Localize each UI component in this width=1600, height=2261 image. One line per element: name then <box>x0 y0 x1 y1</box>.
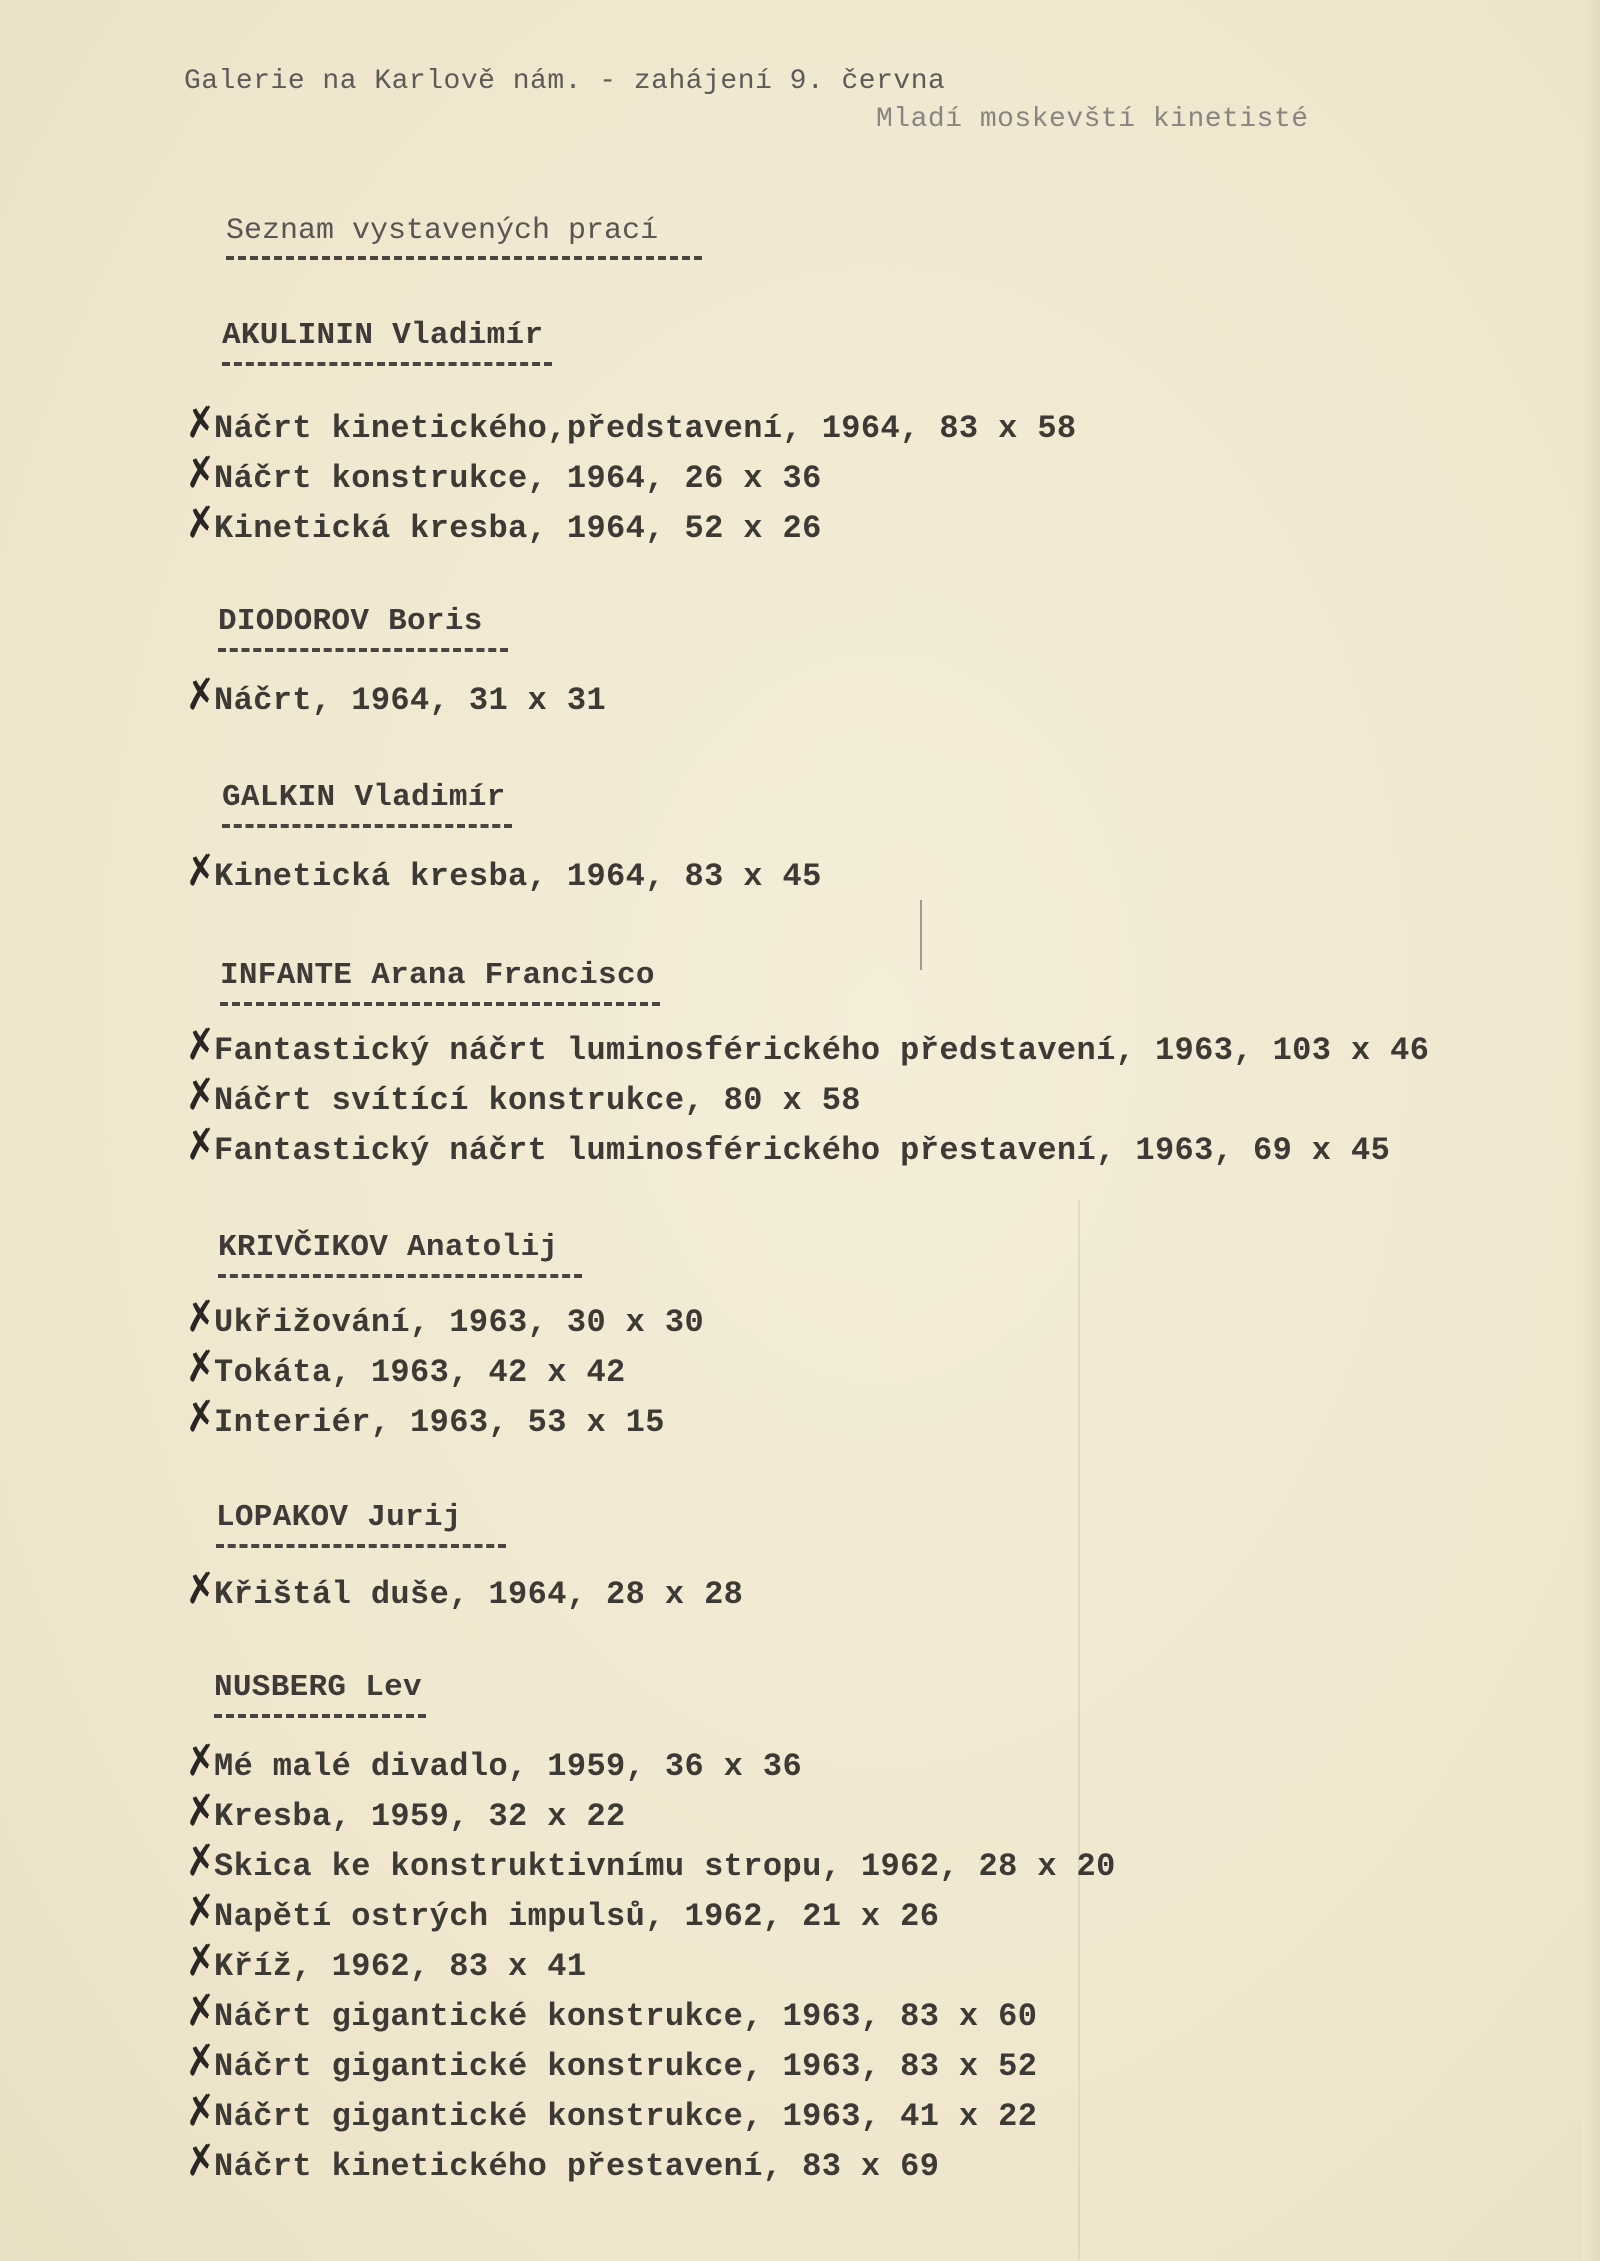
handwritten-check-mark: ✗ <box>180 1985 221 2037</box>
gallery-opening-line: Galerie na Karlově nám. - zahájení 9. června <box>184 66 946 97</box>
artwork-entry: Skica ke konstruktivnímu stropu, 1962, 28 x 20 <box>214 1848 1116 1885</box>
handwritten-check-mark: ✗ <box>180 1885 221 1937</box>
artwork-entry: Náčrt kinetického,představení, 1964, 83 x 58 <box>214 410 1077 447</box>
handwritten-check-mark: ✗ <box>180 1785 221 1837</box>
artist-name: NUSBERG Lev <box>214 1670 422 1705</box>
artist-name: DIODOROV Boris <box>218 604 483 639</box>
artwork-entry: Náčrt gigantické konstrukce, 1963, 83 x 60 <box>214 1998 1038 2035</box>
handwritten-check-mark: ✗ <box>180 1563 221 1615</box>
artwork-entry: Náčrt konstrukce, 1964, 26 x 36 <box>214 460 822 497</box>
artist-name: AKULININ Vladimír <box>222 318 544 353</box>
list-title-underline <box>226 256 702 260</box>
handwritten-check-mark: ✗ <box>180 1735 221 1787</box>
artist-underline <box>222 824 512 828</box>
artwork-entry: Náčrt kinetického přestavení, 83 x 69 <box>214 2148 940 2185</box>
list-title: Seznam vystavených prací <box>226 214 659 248</box>
pencil-stroke <box>920 900 922 970</box>
handwritten-check-mark: ✗ <box>180 1119 221 1171</box>
artwork-entry: Tokáta, 1963, 42 x 42 <box>214 1354 626 1391</box>
artwork-entry: Náčrt gigantické konstrukce, 1963, 41 x 22 <box>214 2098 1038 2135</box>
artwork-entry: Náčrt gigantické konstrukce, 1963, 83 x 52 <box>214 2048 1038 2085</box>
handwritten-check-mark: ✗ <box>180 2085 221 2137</box>
artist-name: KRIVČIKOV Anatolij <box>218 1230 559 1265</box>
artist-name: GALKIN Vladimír <box>222 780 506 815</box>
handwritten-check-mark: ✗ <box>180 1291 221 1343</box>
artwork-entry: Náčrt, 1964, 31 x 31 <box>214 682 607 719</box>
artist-name: INFANTE Arana Francisco <box>220 958 655 993</box>
artwork-entry: Fantastický náčrt luminosférického přestavení, 1963, 69 x 45 <box>214 1132 1391 1169</box>
artwork-entry: Křištál duše, 1964, 28 x 28 <box>214 1576 744 1613</box>
handwritten-check-mark: ✗ <box>180 447 221 499</box>
handwritten-check-mark: ✗ <box>180 845 221 897</box>
artwork-entry: Ukřižování, 1963, 30 x 30 <box>214 1304 705 1341</box>
artist-underline <box>214 1714 426 1718</box>
artist-underline <box>222 362 552 366</box>
handwritten-check-mark: ✗ <box>180 497 221 549</box>
artwork-entry: Náčrt svítící konstrukce, 80 x 58 <box>214 1082 861 1119</box>
artwork-entry: Mé malé divadlo, 1959, 36 x 36 <box>214 1748 803 1785</box>
handwritten-check-mark: ✗ <box>180 1341 221 1393</box>
artwork-entry: Kinetická kresba, 1964, 52 x 26 <box>214 510 822 547</box>
artist-underline <box>216 1544 506 1548</box>
artwork-entry: Kříž, 1962, 83 x 41 <box>214 1948 587 1985</box>
artwork-entry: Kresba, 1959, 32 x 22 <box>214 1798 626 1835</box>
artwork-entry: Interiér, 1963, 53 x 15 <box>214 1404 665 1441</box>
handwritten-check-mark: ✗ <box>180 397 221 449</box>
handwritten-check-mark: ✗ <box>180 2135 221 2187</box>
artwork-entry: Kinetická kresba, 1964, 83 x 45 <box>214 858 822 895</box>
handwritten-check-mark: ✗ <box>180 1019 221 1071</box>
handwritten-check-mark: ✗ <box>180 1391 221 1443</box>
handwritten-check-mark: ✗ <box>180 669 221 721</box>
artist-underline <box>218 648 508 652</box>
artist-underline <box>218 1274 582 1278</box>
paper-edge <box>1582 0 1600 2261</box>
artwork-entry: Napětí ostrých impulsů, 1962, 21 x 26 <box>214 1898 940 1935</box>
handwritten-check-mark: ✗ <box>180 2035 221 2087</box>
artist-name: LOPAKOV Jurij <box>216 1500 462 1535</box>
handwritten-check-mark: ✗ <box>180 1835 221 1887</box>
handwritten-check-mark: ✗ <box>180 1069 221 1121</box>
paper-fold-line <box>1078 1200 1080 2260</box>
handwritten-check-mark: ✗ <box>180 1935 221 1987</box>
artwork-entry: Fantastický náčrt luminosférického představení, 1963, 103 x 46 <box>214 1032 1430 1069</box>
exhibition-title: Mladí moskevští kinetisté <box>876 104 1309 135</box>
artist-underline <box>220 1002 660 1006</box>
